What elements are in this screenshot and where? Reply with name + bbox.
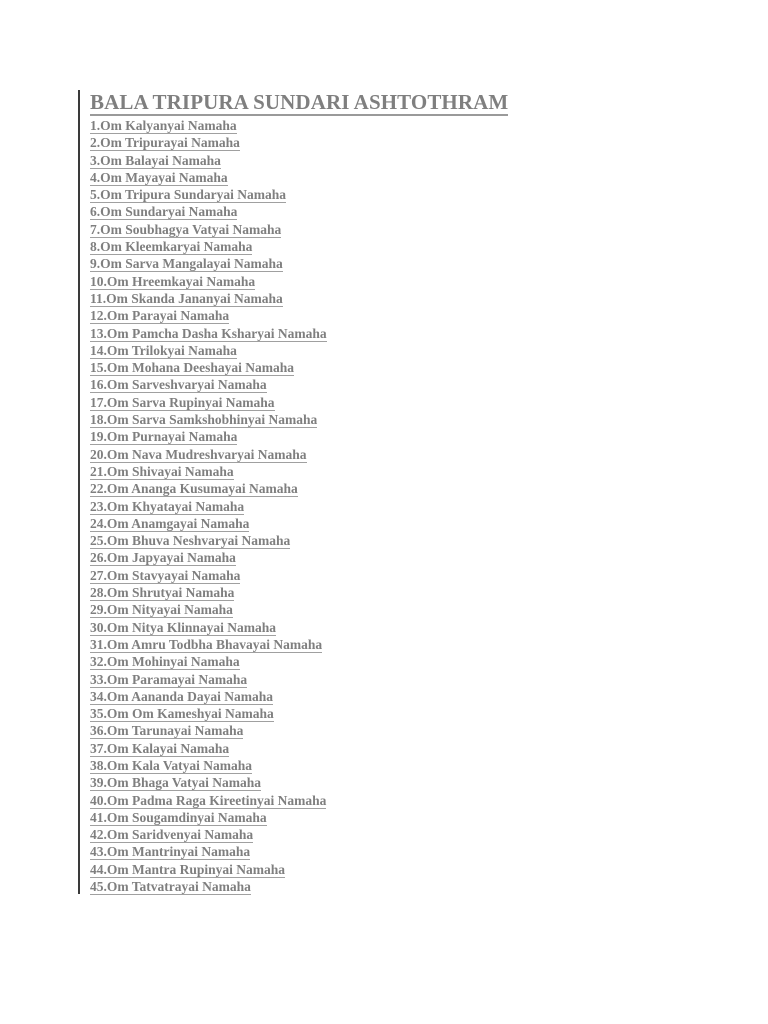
- list-item: [90, 758, 690, 775]
- list-item-link[interactable]: 15.Om Mohana Deeshayai Namaha: [90, 360, 295, 376]
- list-item-link[interactable]: 42.Om Saridvenyai Namaha: [90, 827, 254, 843]
- list-item: [90, 222, 690, 239]
- list-item-link[interactable]: 6.Om Sundaryai Namaha: [90, 204, 238, 220]
- list-item-link[interactable]: 40.Om Padma Raga Kireetinyai Namaha: [90, 792, 327, 808]
- list-item: [90, 187, 690, 204]
- list-item: [90, 429, 690, 446]
- list-item: [90, 516, 690, 533]
- list-item: [90, 464, 690, 481]
- list-item-link[interactable]: 33.Om Paramayai Namaha: [90, 671, 248, 687]
- list-item-link[interactable]: 10.Om Hreemkayai Namaha: [90, 273, 256, 289]
- list-item: [90, 844, 690, 861]
- list-item: [90, 827, 690, 844]
- list-item-link[interactable]: 31.Om Amru Todbha Bhavayai Namaha: [90, 636, 323, 652]
- list-item-link[interactable]: 30.Om Nitya Klinnayai Namaha: [90, 619, 277, 635]
- list-item-link[interactable]: 13.Om Pamcha Dasha Ksharyai Namaha: [90, 325, 327, 341]
- list-item: [90, 620, 690, 637]
- list-item-link[interactable]: 28.Om Shrutyai Namaha: [90, 585, 235, 601]
- list-item: [90, 395, 690, 412]
- list-item: [90, 360, 690, 377]
- list-item-link[interactable]: 24.Om Anamgayai Namaha: [90, 515, 250, 531]
- list-item: [90, 723, 690, 740]
- list-item: [90, 793, 690, 810]
- list-item-link[interactable]: 41.Om Sougamdinyai Namaha: [90, 809, 267, 825]
- list-item: [90, 672, 690, 689]
- list-item: [90, 741, 690, 758]
- list-item-link[interactable]: 16.Om Sarveshvaryai Namaha: [90, 377, 267, 393]
- list-item-link[interactable]: 37.Om Kalayai Namaha: [90, 740, 230, 756]
- list-item: [90, 533, 690, 550]
- list-item-link[interactable]: 32.Om Mohinyai Namaha: [90, 654, 240, 670]
- list-item-link[interactable]: 19.Om Purnayai Namaha: [90, 429, 238, 445]
- list-item-link[interactable]: 5.Om Tripura Sundaryai Namaha: [90, 187, 287, 203]
- list-item-link[interactable]: 2.Om Tripurayai Namaha: [90, 135, 240, 151]
- list-item: [90, 291, 690, 308]
- list-item-link[interactable]: 17.Om Sarva Rupinyai Namaha: [90, 394, 275, 410]
- list-item-link[interactable]: 12.Om Parayai Namaha: [90, 308, 230, 324]
- list-item-link[interactable]: 45.Om Tatvatrayai Namaha: [90, 879, 251, 895]
- list-item-link[interactable]: 21.Om Shivayai Namaha: [90, 463, 234, 479]
- list-item: [90, 689, 690, 706]
- list-item: [90, 481, 690, 498]
- list-item: [90, 153, 690, 170]
- list-item-link[interactable]: 20.Om Nava Mudreshvaryai Namaha: [90, 446, 307, 462]
- list-item: [90, 118, 690, 135]
- list-item: [90, 204, 690, 221]
- list-item-link[interactable]: 14.Om Trilokyai Namaha: [90, 342, 237, 358]
- list-item: [90, 412, 690, 429]
- list-item: [90, 706, 690, 723]
- list-item-link[interactable]: 29.Om Nityayai Namaha: [90, 602, 233, 618]
- list-item-link[interactable]: 34.Om Aananda Dayai Namaha: [90, 688, 274, 704]
- list-item-link[interactable]: 4.Om Mayayai Namaha: [90, 169, 228, 185]
- list-item-link[interactable]: 18.Om Sarva Samkshobhinyai Namaha: [90, 412, 318, 428]
- list-item-link[interactable]: 44.Om Mantra Rupinyai Namaha: [90, 861, 286, 877]
- list-item-link[interactable]: 11.Om Skanda Jananyai Namaha: [90, 290, 283, 306]
- list-item-link[interactable]: 8.Om Kleemkaryai Namaha: [90, 239, 253, 255]
- list-item-link[interactable]: 39.Om Bhaga Vatyai Namaha: [90, 775, 262, 791]
- list-item-link[interactable]: 22.Om Ananga Kusumayai Namaha: [90, 481, 298, 497]
- list-item: [90, 343, 690, 360]
- list-item-link[interactable]: 1.Om Kalyanyai Namaha: [90, 118, 237, 133]
- list-item-link[interactable]: 43.Om Mantrinyai Namaha: [90, 844, 251, 860]
- list-item-link[interactable]: 23.Om Khyatayai Namaha: [90, 498, 245, 514]
- list-item: [90, 274, 690, 291]
- list-item: [90, 447, 690, 464]
- name-list: [90, 118, 690, 896]
- list-item-link[interactable]: 27.Om Stavyayai Namaha: [90, 567, 241, 583]
- list-item-link[interactable]: 9.Om Sarva Mangalayai Namaha: [90, 256, 283, 272]
- list-item: [90, 879, 690, 896]
- list-item-link[interactable]: 38.Om Kala Vatyai Namaha: [90, 757, 253, 773]
- list-item: [90, 602, 690, 619]
- list-item: [90, 326, 690, 343]
- list-item-link[interactable]: 35.Om Om Kameshyai Namaha: [90, 706, 274, 722]
- list-item-link[interactable]: 26.Om Japyayai Namaha: [90, 550, 236, 566]
- list-item: [90, 862, 690, 879]
- list-item: [90, 308, 690, 325]
- list-item: [90, 135, 690, 152]
- list-item: [90, 170, 690, 187]
- list-item-link[interactable]: 3.Om Balayai Namaha: [90, 152, 221, 168]
- document-body: [78, 90, 690, 894]
- list-item: [90, 239, 690, 256]
- list-item: [90, 654, 690, 671]
- list-item: [90, 585, 690, 602]
- list-item: [90, 775, 690, 792]
- list-item-link[interactable]: 7.Om Soubhagya Vatyai Namaha: [90, 221, 282, 237]
- list-item-link[interactable]: 25.Om Bhuva Neshvaryai Namaha: [90, 533, 291, 549]
- list-item: [90, 637, 690, 654]
- list-item: [90, 377, 690, 394]
- list-item: [90, 499, 690, 516]
- list-item: [90, 256, 690, 273]
- list-item-link[interactable]: 36.Om Tarunayai Namaha: [90, 723, 244, 739]
- document-title[interactable]: BALA TRIPURA SUNDARI ASHTOTHRAM: [90, 90, 509, 114]
- list-item: [90, 550, 690, 567]
- list-item: [90, 568, 690, 585]
- list-item: [90, 810, 690, 827]
